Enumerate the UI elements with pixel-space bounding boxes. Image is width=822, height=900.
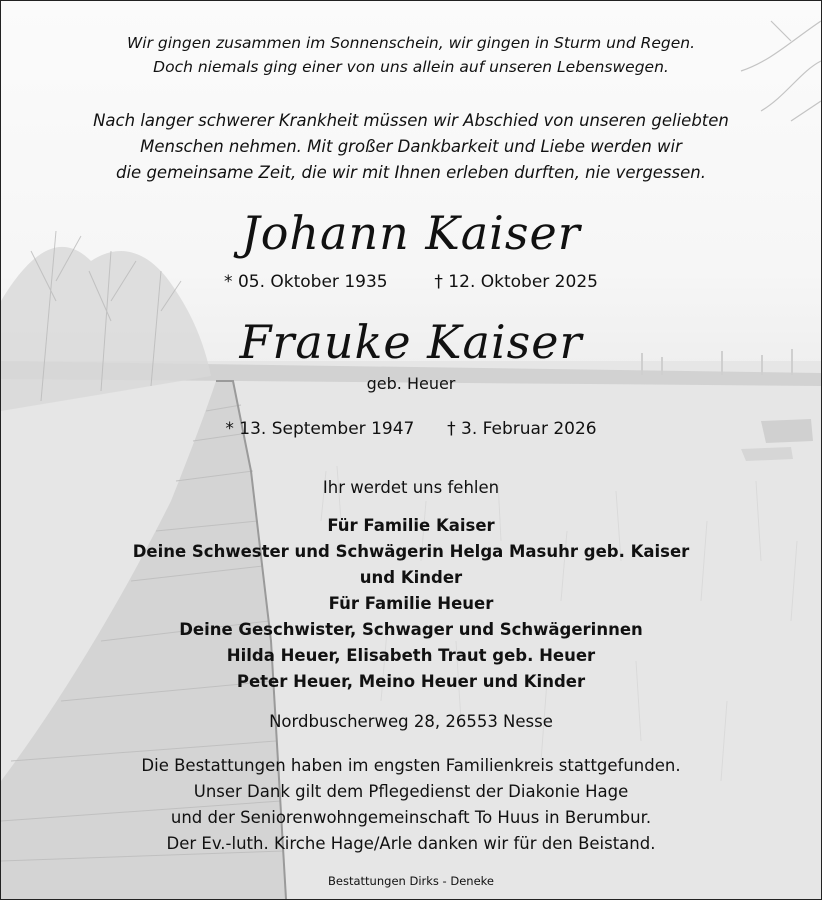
- mourner-line-3: und Kinder: [359, 568, 463, 587]
- intro-line-3: die gemeinsame Zeit, die wir mit Ihnen erleben durften, nie vergessen.: [116, 163, 706, 182]
- notice-text: [1, 1, 821, 899]
- family-address: Nordbuscherweg 28, 26553 Nesse: [269, 712, 553, 731]
- mourner-line-5: Deine Geschwister, Schwager und Schwägerinnen: [179, 620, 643, 639]
- poem-line-1: Wir gingen zusammen im Sonnenschein, wir gingen in Sturm und Regen.: [126, 34, 696, 52]
- life-dates-2: [1, 419, 821, 439]
- death-date-1: † 12. Oktober 2025: [434, 272, 598, 292]
- deceased-name-1: Johann Kaiser: [241, 206, 581, 260]
- intro-line-1: Nach langer schwerer Krankheit müssen wir Abschied von unseren geliebten: [93, 111, 729, 130]
- life-dates-1: [1, 272, 821, 292]
- closing-line-4: Der Ev.-luth. Kirche Hage/Arle danken wir für den Beistand.: [166, 834, 656, 853]
- mourner-line-6: Hilda Heuer, Elisabeth Traut geb. Heuer: [226, 646, 596, 665]
- maiden-name: geb. Heuer: [366, 374, 456, 393]
- death-date-2: † 3. Februar 2026: [447, 419, 597, 439]
- birth-date-2: * 13. September 1947: [225, 419, 415, 439]
- deceased-name-2: Frauke Kaiser: [239, 315, 583, 369]
- poem-line-2: Doch niemals ging einer von uns allein auf unseren Lebenswegen.: [153, 58, 669, 76]
- closing-line-2: Unser Dank gilt dem Pflegedienst der Diakonie Hage: [193, 782, 629, 801]
- closing-line-1: Die Bestattungen haben im engsten Familienkreis stattgefunden.: [141, 756, 681, 775]
- farewell-line: Ihr werdet uns fehlen: [322, 478, 500, 497]
- intro-line-2: Menschen nehmen. Mit großer Dankbarkeit und Liebe werden wir: [140, 137, 682, 156]
- mourner-line-2: Deine Schwester und Schwägerin Helga Masuhr geb. Kaiser: [132, 542, 690, 561]
- mourner-line-4: Für Familie Heuer: [328, 594, 494, 613]
- mourner-line-7: Peter Heuer, Meino Heuer und Kinder: [236, 672, 586, 691]
- birth-date-1: * 05. Oktober 1935: [224, 272, 388, 292]
- mourner-line-1: Für Familie Kaiser: [327, 516, 495, 535]
- undertaker-credit: Bestattungen Dirks - Deneke: [328, 874, 494, 888]
- closing-line-3: und der Seniorenwohngemeinschaft To Huus in Berumbur.: [170, 808, 652, 827]
